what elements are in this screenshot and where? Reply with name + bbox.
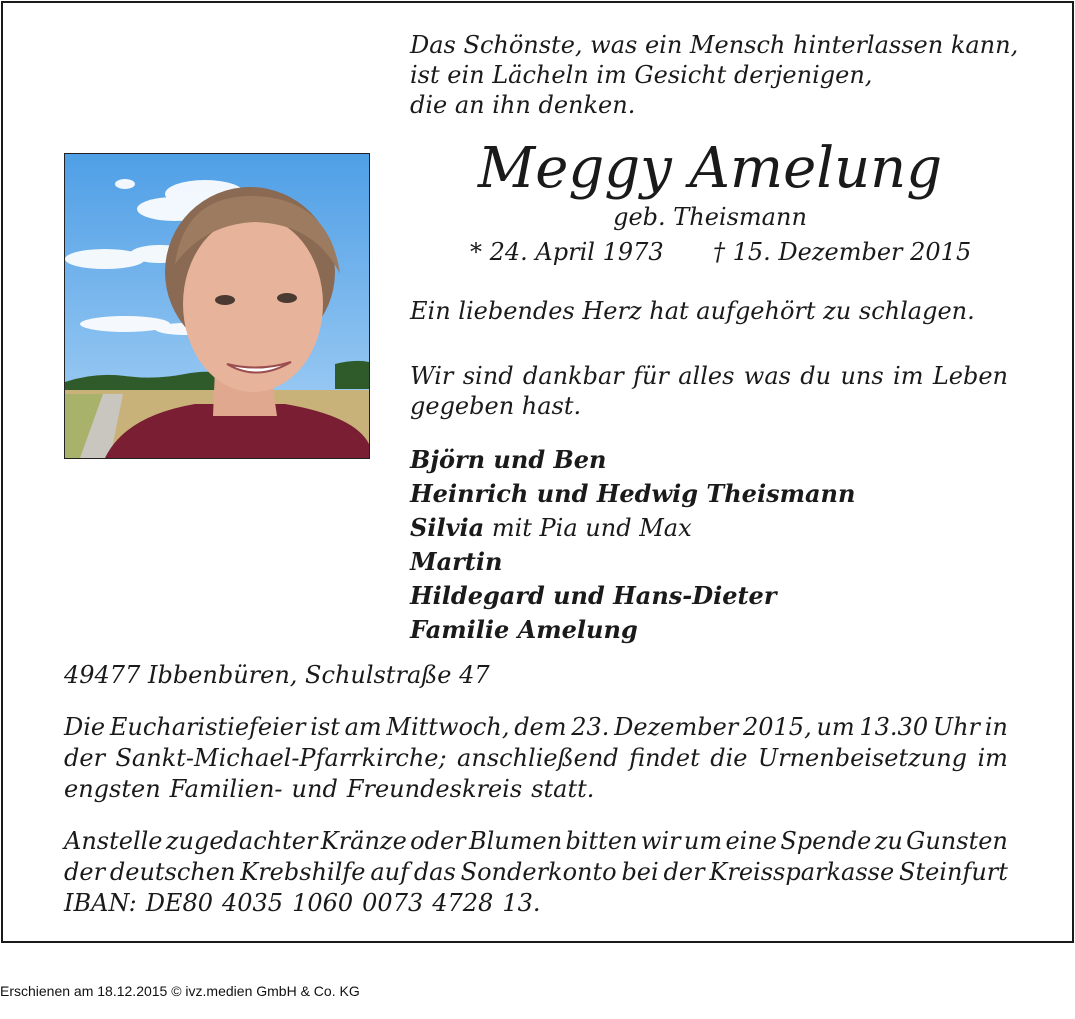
word: Mittwoch,: [386, 713, 510, 741]
word: 23.: [571, 713, 610, 741]
word: 13.: [502, 889, 541, 917]
mourner-line: [410, 477, 855, 511]
word: Familien-: [169, 775, 283, 803]
word: oder: [410, 827, 466, 855]
word: 4728: [432, 889, 494, 917]
word: Blumen: [468, 827, 563, 855]
word: Krebshilfe: [240, 858, 366, 886]
word: findet: [629, 744, 700, 772]
deceased-name: Meggy Amelung: [477, 136, 943, 201]
word: IBAN:: [64, 889, 137, 917]
quote-line: ist ein Lächeln im Gesicht derjenigen,: [410, 61, 873, 89]
address: 49477 Ibbenbüren, Schulstraße 47: [64, 661, 490, 689]
word: und: [291, 775, 338, 803]
gratitude-text: Wir sind dankbar für alles was du uns im Leben gegeben hast.: [410, 362, 1008, 420]
word: deutschen: [109, 858, 236, 886]
word: Kränze: [320, 827, 407, 855]
mourner-line: [410, 511, 855, 545]
portrait-photo: [64, 153, 370, 459]
word: der: [64, 744, 106, 772]
mourner-name: Heinrich und Hedwig Theismann: [410, 479, 856, 508]
mourner-line: [410, 545, 855, 579]
word: am: [344, 713, 382, 741]
word: auf: [370, 858, 409, 886]
mourner-line: [410, 443, 855, 477]
mourner-line: [410, 613, 855, 647]
word: der: [64, 858, 106, 886]
word: ist: [310, 713, 340, 741]
word: statt.: [531, 775, 595, 803]
word: der: [663, 858, 705, 886]
word: um: [683, 827, 723, 855]
service-line: [64, 774, 1008, 805]
word: Steinfurt: [899, 858, 1008, 886]
word: 4035: [222, 889, 284, 917]
word: eine: [725, 827, 777, 855]
portrait-illustration: [65, 154, 369, 458]
birth-date: * 24. April 1973: [470, 238, 664, 266]
heart-text: Ein liebendes Herz hat aufgehört zu schlagen.: [410, 297, 975, 325]
donation-line: [64, 888, 1008, 919]
word: Spende: [780, 827, 872, 855]
publication-footer: Erschienen am 18.12.2015 © ivz.medien GmbH & Co. KG: [0, 983, 360, 999]
word: zu: [874, 827, 903, 855]
mourner-name: Martin: [410, 547, 503, 576]
word: Uhr: [932, 713, 980, 741]
word: um: [816, 713, 855, 741]
word: im: [977, 744, 1008, 772]
word: DE80: [145, 889, 213, 917]
word: 1060: [292, 889, 354, 917]
word: Anstelle: [64, 827, 163, 855]
word: Freundeskreis: [346, 775, 523, 803]
word: in: [984, 713, 1008, 741]
service-paragraph: [64, 712, 1008, 805]
word: 0073: [362, 889, 424, 917]
mourner-name: Björn und Ben: [410, 445, 607, 474]
word: anschließend: [457, 744, 619, 772]
word: 13.30: [859, 713, 929, 741]
word: wir: [640, 827, 681, 855]
death-date: † 15. Dezember 2015: [713, 238, 972, 266]
word: bitten: [565, 827, 638, 855]
word: Eucharistiefeier: [109, 713, 306, 741]
word: engsten: [64, 775, 161, 803]
word: Dezember: [614, 713, 739, 741]
quote-block: [410, 30, 1018, 120]
word: zugedachter: [165, 827, 318, 855]
quote-line: die an ihn denken.: [410, 91, 636, 119]
word: 2015,: [742, 713, 812, 741]
word: bei: [621, 858, 659, 886]
mourner-name: Silvia: [410, 513, 485, 542]
mourners-list: [410, 443, 855, 647]
word: Kreissparkasse: [709, 858, 895, 886]
donation-paragraph: [64, 826, 1008, 919]
service-line: [64, 712, 1008, 743]
word: die: [710, 744, 748, 772]
mourner-extra: mit Pia und Max: [484, 514, 692, 542]
quote-line: Das Schönste, was ein Mensch hinterlassen kann,: [410, 31, 1019, 59]
word: dem: [514, 713, 567, 741]
word: Sonderkonto: [460, 858, 617, 886]
mourner-name: Familie Amelung: [410, 615, 638, 644]
birth-name: geb. Theismann: [613, 203, 807, 231]
word: Urnenbeisetzung: [757, 744, 968, 772]
word: Sankt-Michael-Pfarrkirche;: [115, 744, 447, 772]
service-line: [64, 743, 1008, 774]
word: Die: [64, 713, 106, 741]
word: Gunsten: [906, 827, 1008, 855]
donation-line: [64, 857, 1008, 888]
mourner-line: [410, 579, 855, 613]
word: das: [413, 858, 456, 886]
mourner-name: Hildegard und Hans-Dieter: [410, 581, 777, 610]
donation-line: [64, 826, 1008, 857]
